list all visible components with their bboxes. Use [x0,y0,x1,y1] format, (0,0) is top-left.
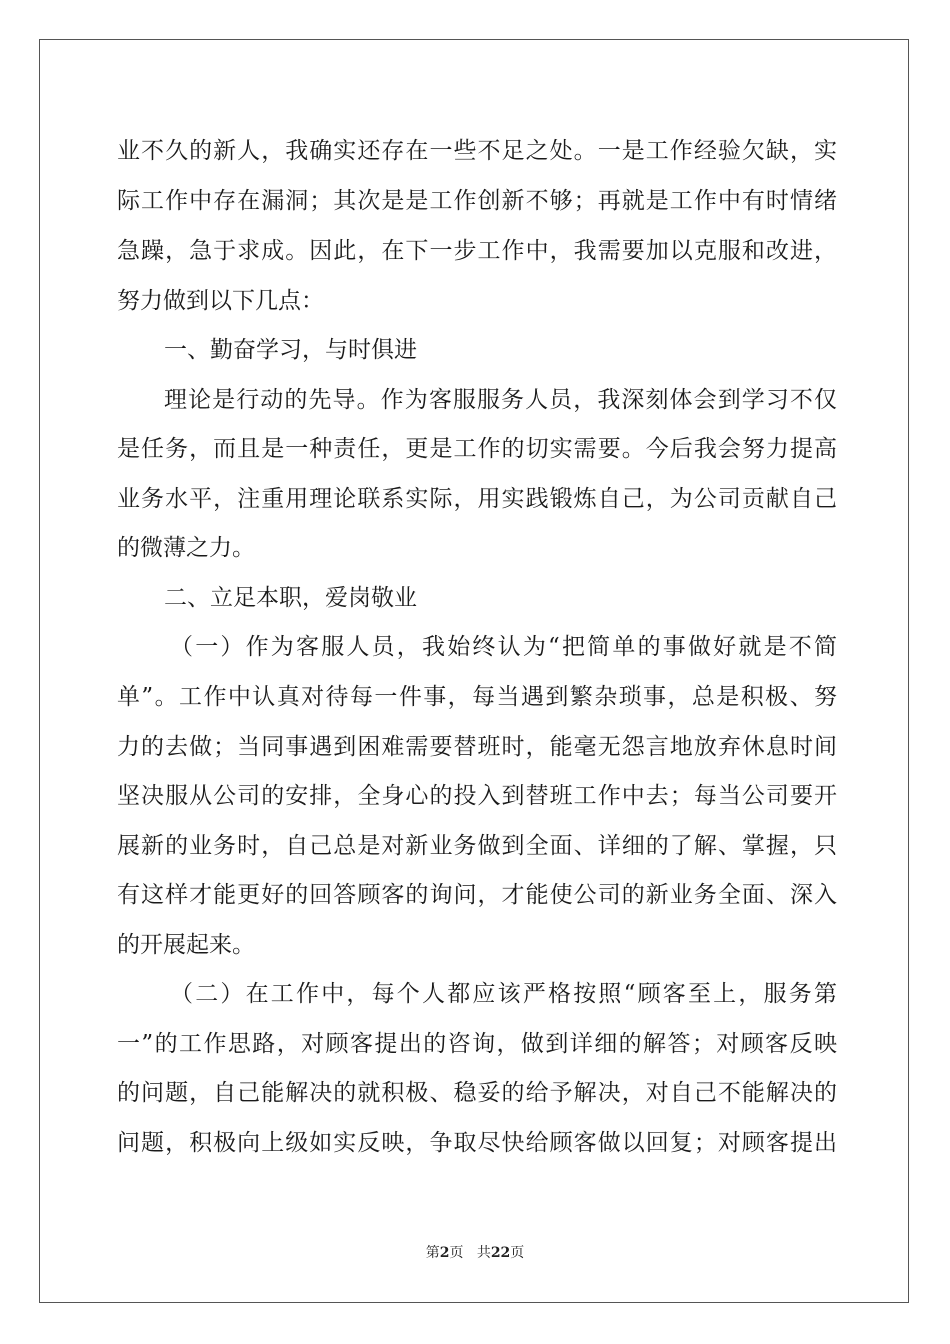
page-border [39,39,909,1303]
text-line: 业务水平，注重用理论联系实际，用实践锻炼自己，为公司贡献自己 [117,486,837,512]
text-line: 际工作中存在漏洞；其次是是工作创新不够；再就是工作中有时情绪 [117,188,837,214]
text-line: 有这样才能更好的回答顾客的询问，才能使公司的新业务全面、深入 [117,882,837,908]
text-line: 展新的业务时，自己总是对新业务做到全面、详细的了解、掌握，只 [117,833,837,859]
text-line: 努力做到以下几点： [117,288,324,314]
text-line: 的开展起来。 [117,932,255,958]
text-line: 是任务，而且是一种责任，更是工作的切实需要。今后我会努力提高 [117,436,837,462]
text-line: 理论是行动的先导。作为客服服务人员，我深刻体会到学习不仅 [164,387,837,413]
section-heading: 二、立足本职，爱岗敬业 [164,585,417,611]
text-line: 坚决服从公司的安排，全身心的投入到替班工作中去；每当公司要开 [117,783,837,809]
text-line: 单”。工作中认真对待每一件事，每当遇到繁杂琐事，总是积极、努 [117,684,837,710]
text-line: （一）作为客服人员，我始终认为“把简单的事做好就是不简 [170,634,837,660]
page-number-label: 第2页 [425,1245,464,1261]
text-line: （二）在工作中，每个人都应该严格按照“顾客至上，服务第 [170,981,837,1007]
text-line: 急躁，急于求成。因此，在下一步工作中，我需要加以克服和改进， [117,238,837,264]
total-pages-label: 共22页 [476,1245,525,1261]
text-line: 问题，积极向上级如实反映，争取尽快给顾客做以回复；对顾客提出 [117,1130,837,1156]
text-line: 力的去做；当同事遇到困难需要替班时，能毫无怨言地放弃休息时间 [117,734,837,760]
page-footer [0,1243,950,1263]
section-heading: 一、勤奋学习，与时俱进 [164,337,417,363]
text-line: 业不久的新人，我确实还存在一些不足之处。一是工作经验欠缺，实 [117,138,837,164]
text-line: 一”的工作思路，对顾客提出的咨询，做到详细的解答；对顾客反映 [117,1031,837,1057]
text-line: 的问题，自己能解决的就积极、稳妥的给予解决，对自己不能解决的 [117,1080,837,1106]
text-line: 的微薄之力。 [117,535,255,561]
